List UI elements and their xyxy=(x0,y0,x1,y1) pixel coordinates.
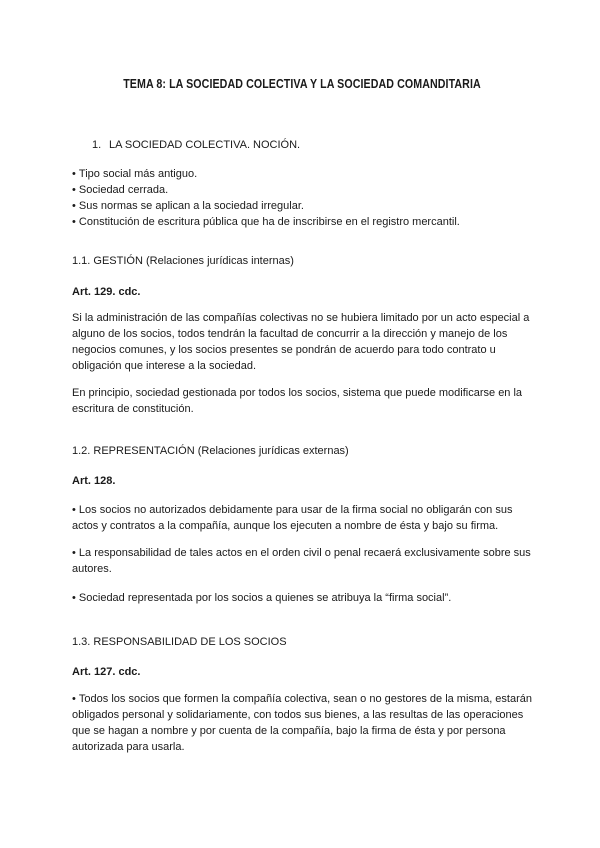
section-1-title: LA SOCIEDAD COLECTIVA. NOCIÓN. xyxy=(109,139,301,151)
section-1-bullet-list xyxy=(72,166,532,230)
representacion-bullet-3 xyxy=(72,590,532,606)
list-item: • Tipo social más antiguo. xyxy=(72,166,532,182)
section-1-heading xyxy=(92,137,552,153)
gestion-article: Art. 129. cdc. xyxy=(72,286,141,298)
section-1-number: 1. xyxy=(92,139,102,151)
responsabilidad-article: Art. 127. cdc. xyxy=(72,666,141,678)
list-item: • Todos los socios que formen la compañía colectiva, sean o no gestores de la misma, estarán obligados personal y solidariamente, con todos sus bienes, a las resultas de las operaciones que se hagan a nombre y por cuenta de la compañía, bajo la firma de ésta y por persona autorizada para usarla. xyxy=(72,691,532,755)
list-item: • Sus normas se aplican a la sociedad irregular. xyxy=(72,198,532,214)
representacion-bullet-1 xyxy=(72,502,532,534)
responsabilidad-heading: 1.3. RESPONSABILIDAD DE LOS SOCIOS xyxy=(72,636,287,648)
list-item: • Sociedad cerrada. xyxy=(72,182,532,198)
list-item: • Los socios no autorizados debidamente para usar de la firma social no obligarán con sus actos y contratos a la compañía, aunque los ejecuten a nombre de ésta y bajo su firma. xyxy=(72,502,532,534)
gestion-paragraph-2: En principio, sociedad gestionada por todos los socios, sistema que puede modificarse en la escritura de constitución. xyxy=(72,387,523,415)
representacion-article: Art. 128. xyxy=(72,475,116,487)
representacion-bullet-2 xyxy=(72,545,532,577)
gestion-paragraph-1: Si la administración de las compañías colectivas no se hubiera limitado por un acto especial a alguno de los socios, todos tendrán la facultad de concurrir a la dirección y manejo de los negocios comunes, y los socios presentes se pondrán de acuerdo para todo contrato u obligación que interese a la sociedad. xyxy=(72,312,530,372)
responsabilidad-bullet-1 xyxy=(72,691,532,755)
document-title: TEMA 8: LA SOCIEDAD COLECTIVA Y LA SOCIEDAD COMANDITARIA xyxy=(123,76,481,91)
list-item: • Sociedad representada por los socios a quienes se atribuya la “firma social”. xyxy=(72,590,532,606)
gestion-heading: 1.1. GESTIÓN (Relaciones jurídicas internas) xyxy=(72,255,294,267)
list-item: • Constitución de escritura pública que ha de inscribirse en el registro mercantil. xyxy=(72,214,532,230)
representacion-heading: 1.2. REPRESENTACIÓN (Relaciones jurídicas externas) xyxy=(72,445,349,457)
list-item: • La responsabilidad de tales actos en el orden civil o penal recaerá exclusivamente sobre sus autores. xyxy=(72,545,532,577)
